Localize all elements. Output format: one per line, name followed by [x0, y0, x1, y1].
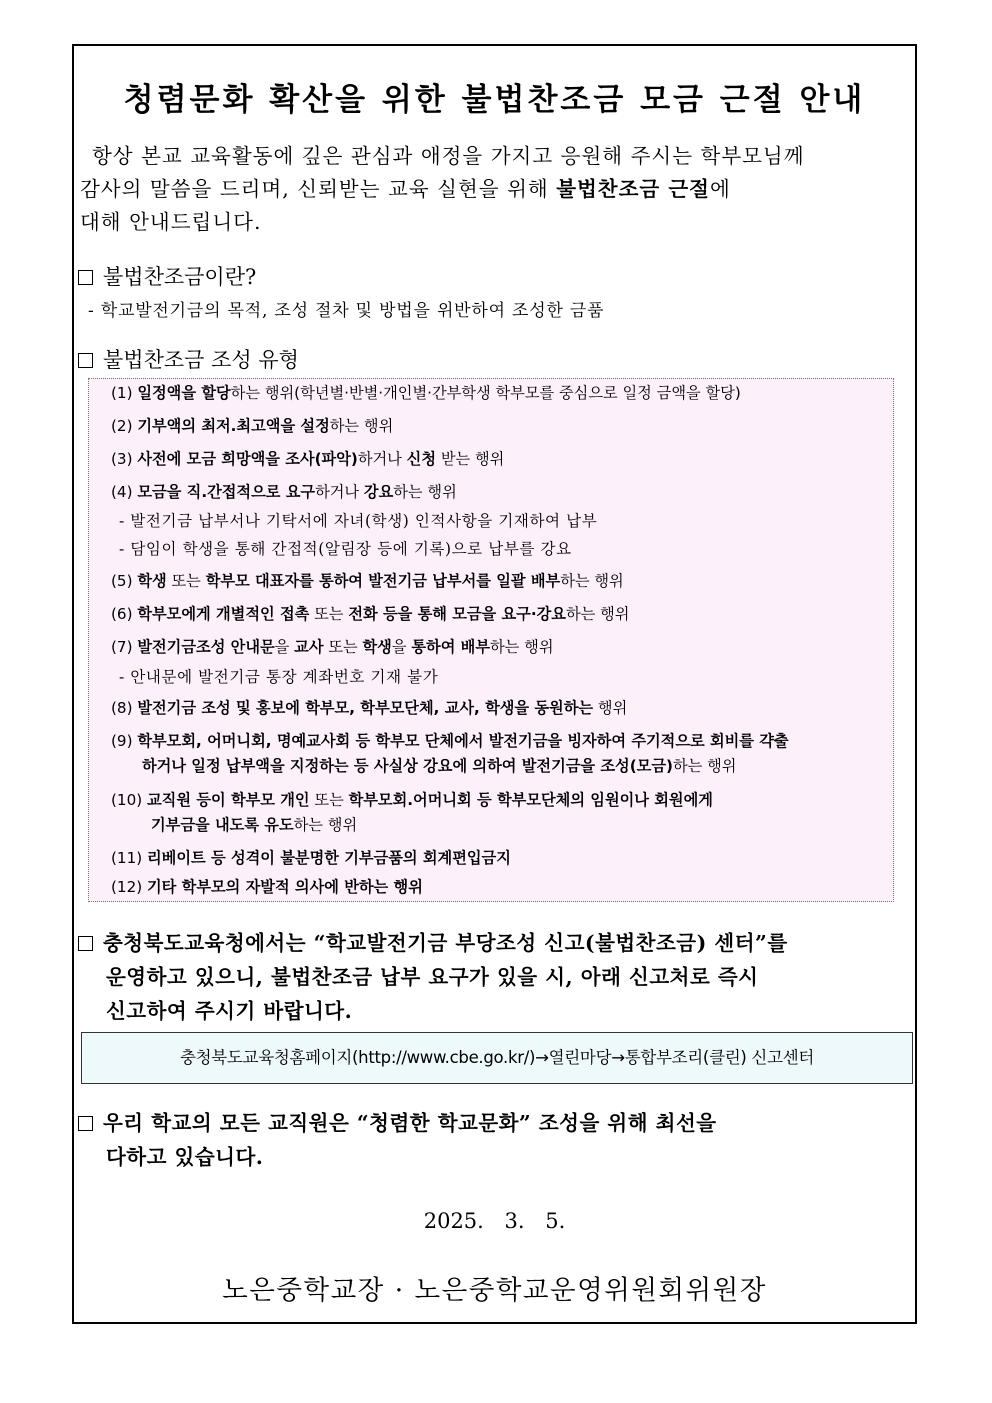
item-text: 행위	[593, 699, 628, 717]
type-item-4-detail-1: - 발전기금 납부서나 기탁서에 자녀(학생) 인적사항을 기재하여 납부	[119, 512, 598, 530]
report-url-box: 충청북도교육청홈페이지(http://www.cbe.go.kr/)→열린마당→통합부조리(클린) 신고센터	[81, 1032, 913, 1084]
document-title: 청렴문화 확산을 위한 불법찬조금 모금 근절 안내	[123, 82, 866, 118]
item-text: 하는 행위	[672, 757, 737, 775]
report-notice-line-1	[78, 926, 916, 960]
definition-heading-text: 불법찬조금이란?	[103, 265, 257, 289]
item-number: (6)	[111, 605, 138, 623]
item-bold: 전화 등을 통해 모금을 요구·강요	[348, 605, 566, 623]
type-item-9	[111, 729, 789, 779]
closing-line-2: 다하고 있습니다.	[106, 1145, 264, 1169]
item-text: 하는 행위(학년별·반별·개인별·간부학생 학부모를 중심으로 일정 금액을 할당)	[230, 384, 741, 402]
report-notice-text: 충청북도교육청에서는 “학교발전기금 부당조성 신고(불법찬조금) 센터”를	[103, 931, 788, 955]
definition-heading	[78, 261, 256, 291]
intro-paragraph	[80, 140, 914, 239]
item-number: (10)	[111, 791, 148, 809]
type-item-5	[111, 569, 624, 594]
item-text: 또는	[309, 605, 349, 623]
item-bold: 통하여 배부	[411, 638, 491, 656]
closing-statement	[78, 1106, 916, 1174]
type-item-6	[111, 602, 629, 627]
item-text: 하거나	[357, 450, 407, 468]
item-bold: 모금을 직.간접적으로 요구	[137, 483, 316, 501]
type-item-11	[111, 846, 511, 871]
item-bold: 기부금을 내도록 유도	[151, 816, 294, 834]
closing-text: 우리 학교의 모든 교직원은 “청렴한 학교문화” 조성을 위해 최선을	[103, 1111, 717, 1135]
signature: 노은중학교장 · 노은중학교운영위원회위원장	[222, 1275, 767, 1306]
item-text: 을	[391, 638, 412, 656]
item-text: 하는 행위	[490, 638, 554, 656]
intro-emphasis: 불법찬조금 근절	[556, 177, 710, 201]
item-bold: 기부액의 최저.최고액을 설정	[137, 417, 330, 435]
item-bold: 발전기금 조성 및 홍보에 학부모, 학부모단체, 교사, 학생을 동원하는	[137, 699, 594, 717]
item-number: (9)	[111, 732, 138, 750]
item-bold: 교사	[294, 638, 324, 656]
item-number: (5)	[111, 572, 138, 590]
intro-text: 감사의 말씀을 드리며, 신뢰받는 교육 실현을 위해	[80, 177, 557, 201]
type-item-12	[111, 875, 423, 900]
item-bold: 학부모회, 어머니회, 명예교사회 등 학부모 단체에서 발전기금을 빙자하여 주기적으로 회비를 갹출	[137, 732, 789, 750]
item-number: (3)	[111, 450, 138, 468]
item-number: (8)	[111, 699, 138, 717]
report-notice	[78, 926, 916, 1028]
types-box	[88, 378, 894, 902]
item-bold: 학부모회.어머니회 등 학부모단체의 임원이나 회원에게	[348, 791, 713, 809]
item-bold: 학부모에게 개별적인 접촉	[137, 605, 310, 623]
definition-text: - 학교발전기금의 목적, 조성 절차 및 방법을 위반하여 조성한 금품	[88, 301, 605, 321]
type-item-1	[111, 381, 741, 406]
item-bold: 학부모 대표자를 통하여 발전기금 납부서를 일괄 배부	[205, 572, 561, 590]
item-text: 을	[274, 638, 295, 656]
type-item-8	[111, 696, 627, 721]
item-text: 하는 행위	[560, 572, 624, 590]
report-notice-line-2: 운영하고 있으니, 불법찬조금 납부 요구가 있을 시, 아래 신고처로 즉시	[106, 965, 759, 989]
type-item-3	[111, 447, 504, 472]
item-bold: 하거나 일정 납부액을 지정하는 등 사실상 강요에 의하여 발전기금을 조성(모금)	[142, 757, 673, 775]
intro-text: 에	[709, 177, 731, 201]
item-number: (7)	[111, 638, 138, 656]
intro-line-1: 항상 본교 교육활동에 깊은 관심과 애정을 가지고 응원해 주시는 학부모님께	[92, 144, 805, 168]
checkbox-bullet-icon	[78, 353, 93, 368]
type-item-7	[111, 635, 554, 660]
item-bold: 사전에 모금 희망액을 조사(파악)	[137, 450, 358, 468]
item-bold: 학생	[362, 638, 392, 656]
types-heading	[78, 344, 299, 374]
item-text: 하는 행위	[329, 417, 394, 435]
item-text: 또는	[166, 572, 206, 590]
item-bold: 리베이트 등 성격이 불분명한 기부금품의 회계편입금지	[147, 849, 511, 867]
item-bold: 강요	[363, 483, 394, 501]
item-bold: 일정액을 할당	[137, 384, 231, 402]
notice-document	[72, 44, 917, 1324]
item-number: (12)	[111, 878, 148, 896]
item-number: (4)	[111, 483, 138, 501]
item-text: 하는 행위	[393, 483, 457, 501]
item-text: 하는 행위	[293, 816, 358, 834]
item-text: 또는	[323, 638, 363, 656]
item-number: (11)	[111, 849, 148, 867]
report-notice-line-3: 신고하여 주시기 바랍니다.	[106, 999, 353, 1023]
item-text: 하는 행위	[565, 605, 630, 623]
item-text: 받는 행위	[436, 450, 505, 468]
checkbox-bullet-icon	[78, 936, 93, 951]
item-bold: 기타 학부모의 자발적 의사에 반하는 행위	[147, 878, 423, 896]
closing-line-1	[78, 1106, 916, 1140]
item-bold: 교직원 등이 학부모 개인	[147, 791, 310, 809]
item-number: (1)	[111, 384, 138, 402]
document-date: 2025. 3. 5.	[423, 1209, 566, 1233]
item-text: 또는	[309, 791, 349, 809]
checkbox-bullet-icon	[78, 1116, 93, 1131]
item-text: 하거나	[315, 483, 364, 501]
item-bold: 발전기금조성 안내문	[137, 638, 275, 656]
intro-line-3: 대해 안내드립니다.	[80, 210, 262, 234]
type-item-2	[111, 414, 393, 439]
item-number: (2)	[111, 417, 138, 435]
item-bold: 학생	[137, 572, 167, 590]
type-item-7-detail-1: - 안내문에 발전기금 통장 계좌번호 기재 불가	[119, 668, 439, 686]
type-item-10	[111, 788, 713, 838]
item-bold: 신청	[406, 450, 437, 468]
checkbox-bullet-icon	[78, 270, 93, 285]
type-item-4-detail-2: - 담임이 학생을 통해 간접적(알림장 등에 기록)으로 납부를 강요	[119, 540, 572, 558]
type-item-4	[111, 480, 457, 505]
types-heading-text: 불법찬조금 조성 유형	[103, 348, 299, 372]
intro-line-2	[80, 173, 914, 206]
